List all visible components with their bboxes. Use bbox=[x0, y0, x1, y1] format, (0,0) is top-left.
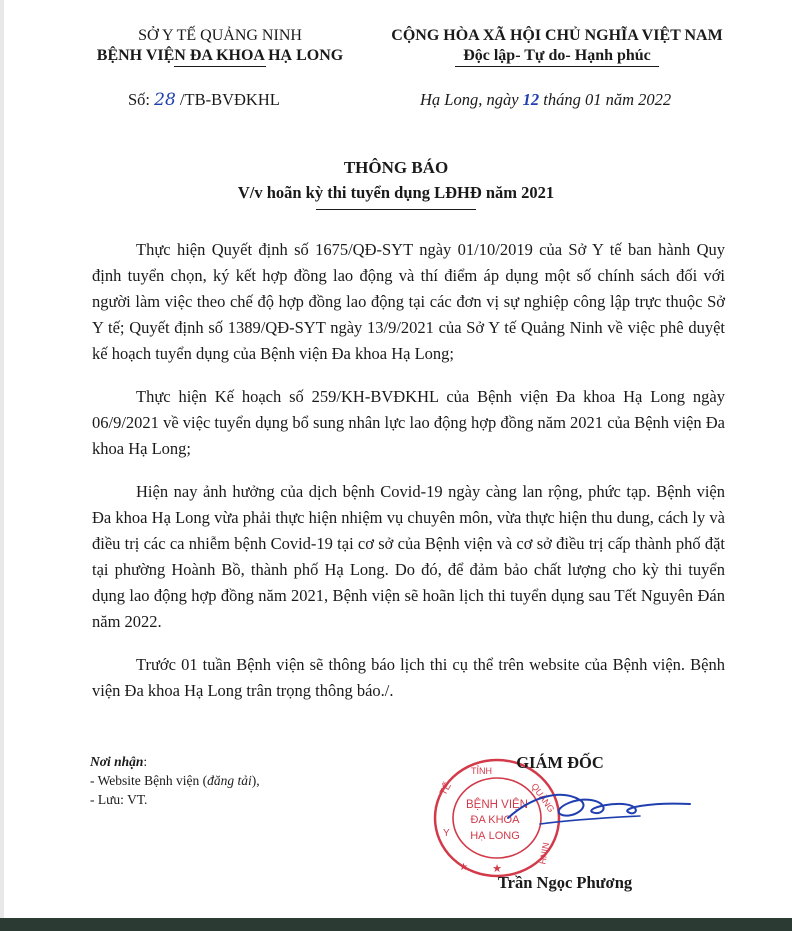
document-subject bbox=[0, 183, 792, 210]
subject-underline bbox=[316, 209, 476, 210]
body-paragraph-1: Thực hiện Quyết định số 1675/QĐ-SYT ngày 01/10/2019 của Sở Y tế ban hành Quy định tuyển chọn, ký kết hợp đồng lao động và thí điểm áp dụng một số chính sách đối với người làm việc theo chế độ hợp đồng lao động tại các đơn vị sự nghiệp công lập trực thuộc Sở Y tế; Quyết định số 1389/QĐ-SYT ngày 13/9/2021 của Sở Y tế Quảng Ninh về việc phê duyệt kế hoạch tuyển dụng của Bệnh viện Đa khoa Hạ Long; bbox=[92, 240, 725, 363]
body-paragraph-4: Trước 01 tuần Bệnh viện sẽ thông báo lịch thi cụ thể trên website của Bệnh viện. Bệnh viện Đa khoa Hạ Long trân trọng thông báo./. bbox=[92, 655, 725, 700]
signatory-name: Trần Ngọc Phương bbox=[497, 873, 633, 892]
svg-text:★: ★ bbox=[459, 862, 468, 873]
svg-text:Y: Y bbox=[443, 828, 450, 839]
svg-text:QUẢNG: QUẢNG bbox=[529, 781, 557, 815]
doc-number-handwritten: 28 bbox=[154, 90, 176, 110]
body-paragraph-2: Thực hiện Kế hoạch số 259/KH-BVĐKHL của Bệnh viện Đa khoa Hạ Long ngày 06/9/2021 về việc tuyển dụng bổ sung nhân lực lao động hợp đồng năm 2021 của Bệnh viện Đa khoa Hạ Long; bbox=[92, 387, 725, 458]
national-motto: Độc lập- Tự do- Hạnh phúc bbox=[463, 47, 651, 64]
place-date-day: 12 bbox=[522, 90, 540, 109]
national-title: CỘNG HÒA XÃ HỘI CHỦ NGHĨA VIỆT NAM bbox=[391, 27, 723, 44]
doc-number-prefix: Số: bbox=[128, 90, 155, 109]
agency-underline bbox=[174, 66, 266, 67]
scan-bottom-border bbox=[0, 918, 792, 931]
svg-text:★: ★ bbox=[492, 863, 502, 875]
issuing-agency bbox=[70, 26, 370, 67]
stamp-line-1: BỆNH VIỆN bbox=[466, 799, 528, 811]
document-title: THÔNG BÁO bbox=[343, 158, 449, 177]
recipients-colon: : bbox=[143, 754, 148, 769]
signatory-title: GIÁM ĐỐC bbox=[516, 753, 604, 772]
recipient-item-website: - Website Bệnh viện (đăng tải), bbox=[90, 773, 260, 788]
doc-number-suffix: /TB-BVĐKHL bbox=[175, 90, 280, 109]
svg-text:NINH: NINH bbox=[537, 841, 551, 866]
agency-name: BỆNH VIỆN ĐA KHOA HẠ LONG bbox=[96, 47, 344, 64]
recipients-block bbox=[90, 752, 260, 809]
svg-text:TẾ: TẾ bbox=[438, 780, 454, 798]
recipients-label: Nơi nhận bbox=[90, 754, 144, 769]
place-date-suffix: tháng 01 năm 2022 bbox=[539, 90, 672, 109]
stamp-line-3: HẠ LONG bbox=[470, 830, 520, 842]
document-number bbox=[128, 90, 280, 110]
national-heading bbox=[372, 26, 742, 67]
handwritten-signature bbox=[500, 780, 700, 840]
place-date-prefix: Hạ Long, ngày bbox=[420, 90, 523, 109]
recipient-item-archive: - Lưu: VT. bbox=[90, 792, 148, 807]
place-date bbox=[420, 90, 671, 110]
document-subject-text: V/v hoãn kỳ thi tuyển dụng LĐHĐ năm 2021 bbox=[237, 183, 555, 202]
motto-underline bbox=[455, 66, 659, 67]
document-body bbox=[92, 237, 725, 721]
scan-edge bbox=[0, 0, 4, 931]
agency-parent: SỞ Y TẾ QUẢNG NINH bbox=[138, 27, 302, 44]
svg-text:TỈNH: TỈNH bbox=[471, 766, 492, 776]
stamp-line-2: ĐA KHOA bbox=[470, 814, 520, 826]
body-paragraph-3: Hiện nay ảnh hưởng của dịch bệnh Covid-19 ngày càng lan rộng, phức tạp. Bệnh viện Đa khoa Hạ Long vừa phải thực hiện nhiệm vụ chuyên môn, vừa thực hiện thu dung, cách ly và điều trị các ca nhiễm bệnh Covid-19 tại cơ sở của Bệnh viện và cơ sở điều trị cấp thành phố đặt tại phường Hoành Bồ, thành phố Hạ Long. Do đó, để đảm bảo chất lượng cho kỳ thi tuyển dụng lao động hợp đồng năm 2021, Bệnh viện sẽ hoãn lịch thi tuyển dụng sau Tết Nguyên Đán năm 2022. bbox=[92, 482, 725, 631]
